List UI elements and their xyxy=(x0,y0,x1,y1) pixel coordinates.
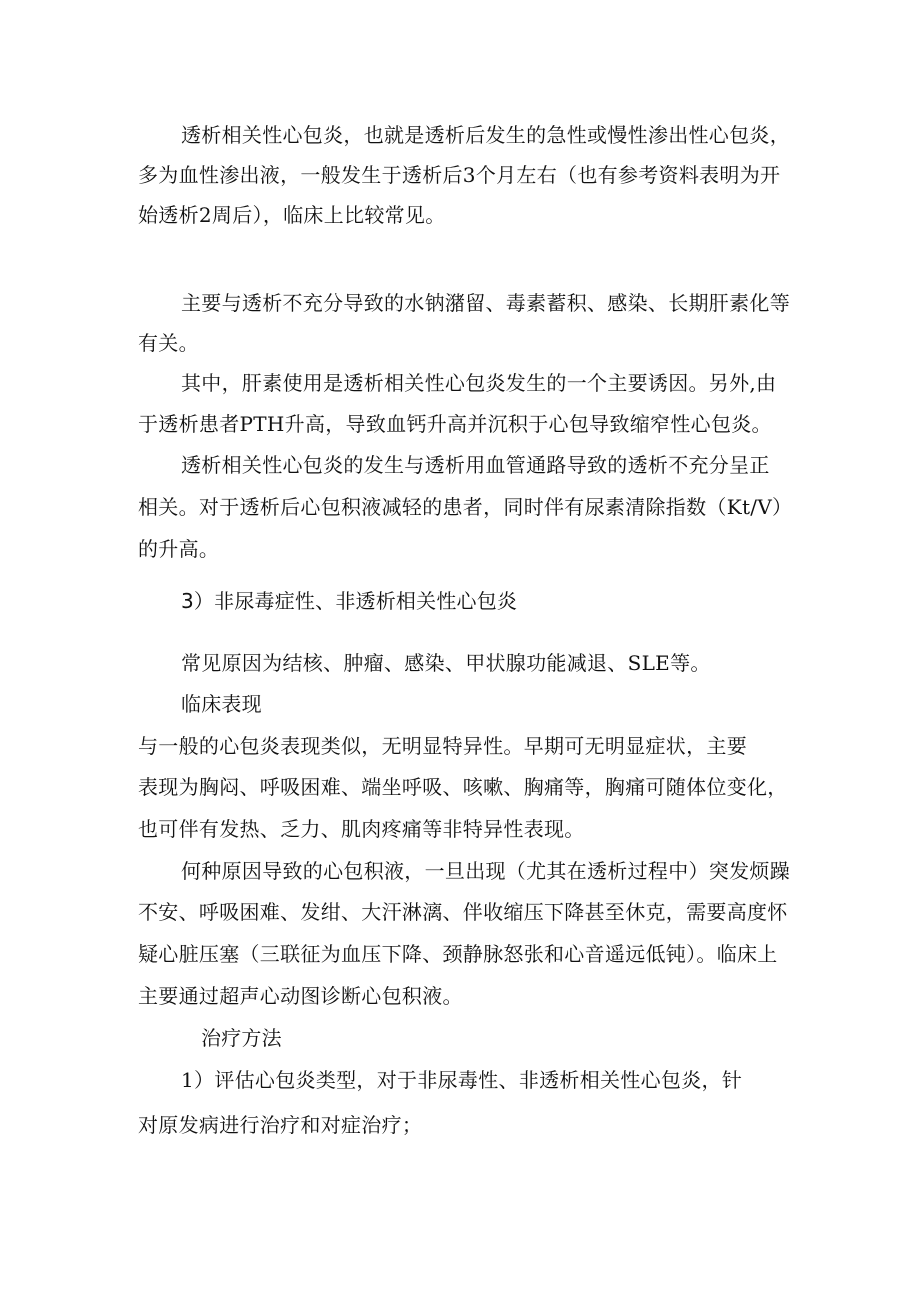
paragraph-line: 有关。 xyxy=(138,331,199,355)
paragraph-line: 主要通过超声心动图诊断心包积液。 xyxy=(138,984,463,1008)
paragraph-line: 何种原因导致的心包积液，一旦出现（尤其在透析过程中）突发烦躁 xyxy=(181,859,790,883)
paragraph-line: 透析相关性心包炎，也就是透析后发生的急性或慢性渗出性心包炎， xyxy=(181,123,790,147)
paragraph-line: 相关。对于透析后心包积液减轻的患者，同时伴有尿素清除指数（Kt/V） xyxy=(138,495,793,519)
paragraph-line: 对原发病进行治疗和对症治疗； xyxy=(138,1113,423,1137)
paragraph-line: 多为血性渗出液，一般发生于透析后3个月左右（也有参考资料表明为开 xyxy=(138,163,781,187)
paragraph-line: 始透析2周后），临床上比较常见。 xyxy=(138,203,446,227)
section-heading: 治疗方法 xyxy=(201,1026,282,1050)
paragraph-line: 不安、呼吸困难、发绀、大汗淋漓、伴收缩压下降甚至休克，需要高度怀 xyxy=(138,900,788,924)
paragraph-line: 与一般的心包炎表现类似，无明显特异性。早期可无明显症状，主要 xyxy=(138,734,747,758)
paragraph-line: 透析相关性心包炎的发生与透析用血管通路导致的透析不充分呈正 xyxy=(181,453,770,477)
paragraph-line: 1）评估心包炎类型，对于非尿毒性、非透析相关性心包炎，针 xyxy=(181,1068,743,1092)
paragraph-line: 的升高。 xyxy=(138,537,220,561)
section-heading: 临床表现 xyxy=(181,692,262,716)
paragraph-line: 于透析患者PTH升高，导致血钙升高并沉积于心包导致缩窄性心包炎。 xyxy=(138,412,772,436)
paragraph-line: 表现为胸闷、呼吸困难、端坐呼吸、咳嗽、胸痛等，胸痛可随体位变化， xyxy=(138,775,788,799)
paragraph-line: 也可伴有发热、乏力、肌肉疼痛等非特异性表现。 xyxy=(138,817,585,841)
paragraph-line: 常见原因为结核、肿瘤、感染、甲状腺功能减退、SLE等。 xyxy=(181,651,711,675)
paragraph-line: 疑心脏压塞（三联征为血压下降、颈静脉怒张和心音遥远低钝）。临床上 xyxy=(138,942,778,966)
paragraph-line: 主要与透析不充分导致的水钠潴留、毒素蓄积、感染、长期肝素化等 xyxy=(181,291,790,315)
paragraph-line: 其中，肝素使用是透析相关性心包炎发生的一个主要诱因。另外,由 xyxy=(181,371,777,395)
section-heading: 3）非尿毒症性、非透析相关性心包炎 xyxy=(181,589,518,613)
